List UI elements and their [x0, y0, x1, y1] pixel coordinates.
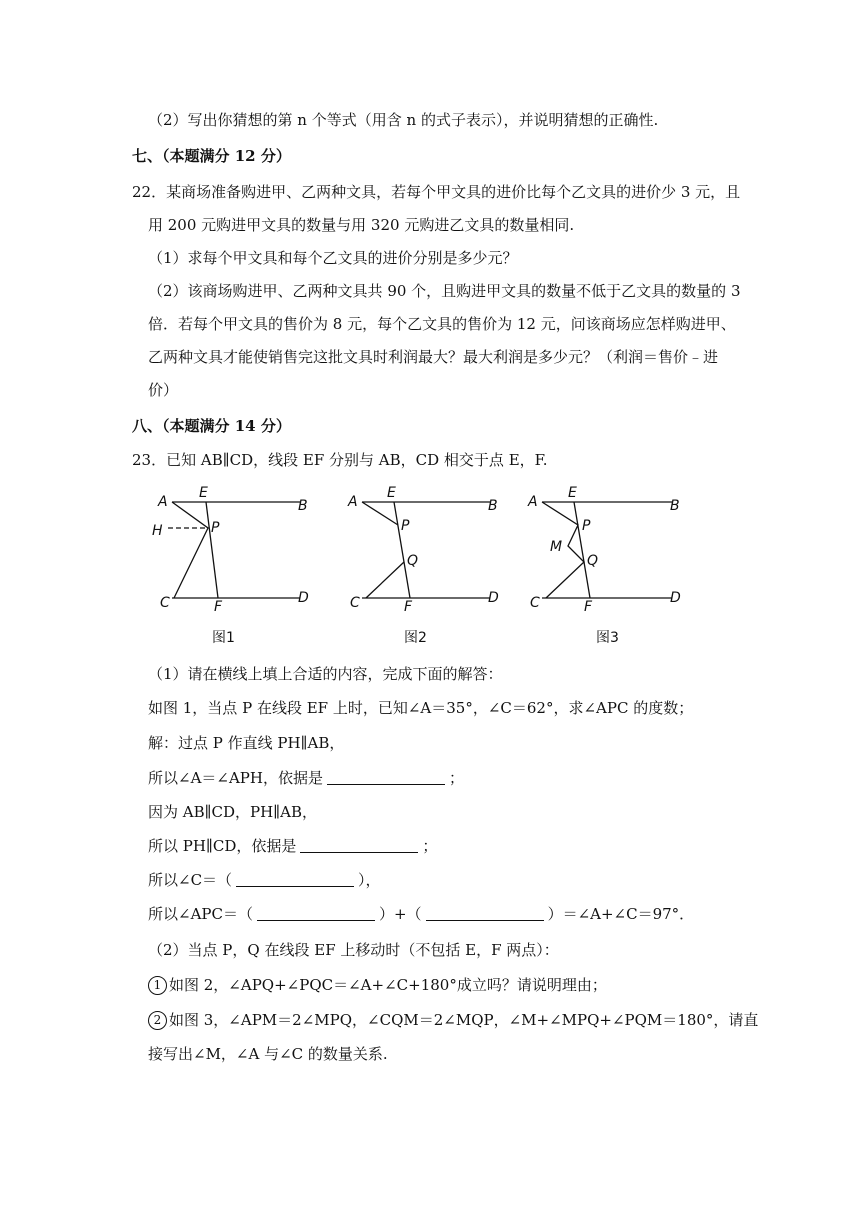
q23-step-4-start: 所以∠C＝（: [148, 871, 233, 889]
q23-part1-statement: 如图 1，当点 P 在线段 EF 上时，已知∠A＝35°，∠C＝62°，求∠APC 的度数；: [148, 699, 694, 717]
q23-step-5-start: 所以∠APC＝（: [148, 905, 253, 923]
fig2-label-D: D: [488, 590, 499, 606]
fig3-label-E: E: [568, 485, 577, 501]
fig3-label-A: A: [528, 494, 538, 510]
fig2-label-E: E: [387, 485, 396, 501]
fig1-label-D: D: [298, 590, 309, 606]
answer-blank-5[interactable]: [426, 906, 544, 921]
q23-part1: （1）请在横线上填上合适的内容，完成下面的解答：: [148, 665, 503, 683]
q23-step-1-end: ；: [448, 769, 464, 787]
q23-step-5: [148, 904, 694, 924]
q23-case-2-line-2: 接写出∠M，∠A 与∠C 的数量关系.: [148, 1045, 388, 1063]
fig1-label-F: F: [214, 599, 223, 615]
section-7-heading: 七、（本题满分 12 分）: [132, 147, 291, 165]
fig2-label-P: P: [401, 518, 410, 534]
circled-number-1: 1: [148, 976, 167, 995]
fig2-label-C: C: [350, 595, 360, 611]
fig3-caption: 图3: [596, 630, 619, 646]
q23-case-1-text: 如图 2，∠APQ+∠PQC＝∠A+∠C+180°成立吗？请说明理由；: [169, 976, 607, 994]
q23-step-4: [148, 870, 381, 890]
q23-solution-intro: 解：过点 P 作直线 PH∥AB，: [148, 734, 345, 752]
q22-line-2: 用 200 元购进甲文具的数量与用 320 元购进乙文具的数量相同.: [148, 216, 575, 234]
q23-step-5-mid: ）+（: [378, 905, 422, 923]
fig1-label-A: A: [158, 494, 168, 510]
fig2-label-F: F: [404, 599, 413, 615]
fig3-label-F: F: [584, 599, 593, 615]
fig2-label-B: B: [488, 498, 498, 514]
section-8-heading: 八、（本题满分 14 分）: [132, 417, 291, 435]
q21-part2: （2）写出你猜想的第 n 个等式（用含 n 的式子表示），并说明猜想的正确性.: [148, 111, 659, 129]
q23-line-1: 23．已知 AB∥CD，线段 EF 分别与 AB，CD 相交于点 E，F.: [132, 451, 548, 469]
answer-blank-3[interactable]: [236, 872, 354, 887]
fig3-label-C: C: [530, 595, 540, 611]
q23-step-5-end: ）＝∠A+∠C＝97°．: [547, 905, 695, 923]
q23-step-2: 因为 AB∥CD，PH∥AB，: [148, 803, 318, 821]
answer-blank-4[interactable]: [257, 906, 375, 921]
q23-part2: （2）当点 P，Q 在线段 EF 上移动时（不包括 E，F 两点）：: [148, 941, 559, 959]
fig2-caption: 图2: [404, 630, 427, 646]
q23-step-1: [148, 768, 464, 788]
fig3-label-Q: Q: [587, 553, 599, 569]
fig3-label-M: M: [550, 539, 563, 555]
fig1-label-E: E: [199, 485, 208, 501]
q23-step-1-text: 所以∠A＝∠APH，依据是: [148, 769, 323, 787]
q22-part2-line-4: 价）: [148, 381, 179, 399]
circled-number-2: 2: [148, 1011, 167, 1030]
q22-line-1: 22．某商场准备购进甲、乙两种文具，若每个甲文具的进价比每个乙文具的进价少 3 元，且: [132, 183, 741, 201]
q22-part1: （1）求每个甲文具和每个乙文具的进价分别是多少元？: [148, 249, 518, 267]
fig3-label-D: D: [670, 590, 681, 606]
q23-case-1: [148, 975, 607, 995]
fig3-label-P: P: [582, 518, 591, 534]
q23-step-4-end: ），: [358, 871, 381, 889]
fig1-label-C: C: [160, 595, 170, 611]
fig1-label-H: H: [152, 523, 163, 539]
q23-case-2-text: 如图 3，∠APM＝2∠MPQ，∠CQM＝2∠MQP，∠M+∠MPQ+∠PQM＝180°，请直: [169, 1011, 759, 1029]
fig3-label-B: B: [670, 498, 680, 514]
q22-part2-line-3: 乙两种文具才能使销售完这批文具时利润最大？最大利润是多少元？（利润＝售价﹣进: [148, 348, 719, 366]
q23-step-3-end: ；: [422, 837, 438, 855]
answer-blank-1[interactable]: [327, 770, 445, 785]
answer-blank-2[interactable]: [300, 838, 418, 853]
q22-part2-line-1: （2）该商场购进甲、乙两种文具共 90 个，且购进甲文具的数量不低于乙文具的数量的 3: [148, 282, 741, 300]
q23-case-2: [148, 1010, 758, 1030]
q23-step-3: [148, 836, 437, 856]
fig1-label-P: P: [211, 520, 220, 536]
q22-part2-line-2: 倍．若每个甲文具的售价为 8 元，每个乙文具的售价为 12 元，问该商场应怎样购进甲、: [148, 315, 736, 333]
fig1-label-B: B: [298, 498, 308, 514]
q23-step-3-text: 所以 PH∥CD，依据是: [148, 837, 297, 855]
fig1-caption: 图1: [212, 630, 235, 646]
fig2-label-Q: Q: [407, 553, 419, 569]
fig2-label-A: A: [348, 494, 358, 510]
